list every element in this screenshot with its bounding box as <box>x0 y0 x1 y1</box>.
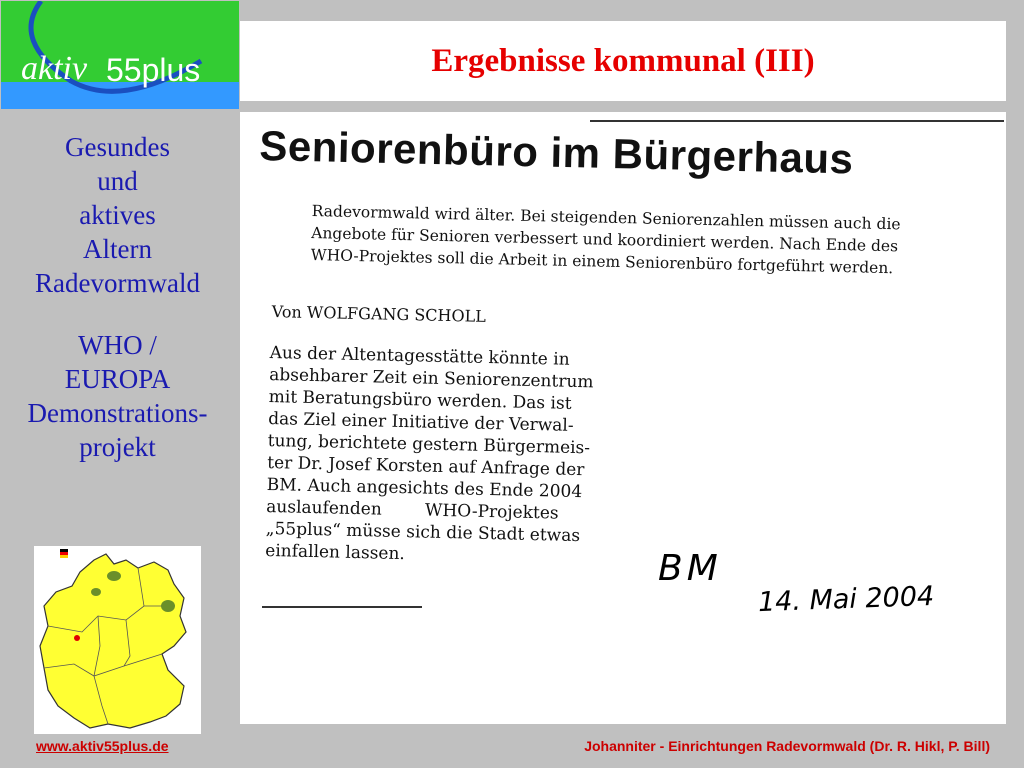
body-line: absehbarer Zeit ein Seniorenzentrum <box>269 364 594 393</box>
radevormwald-marker <box>74 635 80 641</box>
sidebar-line: und <box>97 166 138 196</box>
page-title: Ergebnisse kommunal (III) <box>431 43 815 79</box>
flag-stripe-red <box>60 552 68 555</box>
city-state-hamburg <box>107 571 121 581</box>
logo-graphic <box>1 1 239 109</box>
sidebar-gap <box>0 300 235 328</box>
sidebar-line: Radevormwald <box>35 268 200 298</box>
clipping-top-rule <box>590 120 1004 122</box>
lead-line: WHO-Projektes soll die Arbeit in einem Seniorenbüro fortgeführt werden. <box>310 245 894 278</box>
clipping-bottom-rule <box>262 606 422 608</box>
handwritten-source: BM <box>658 548 722 589</box>
article-body <box>265 342 642 570</box>
website-link[interactable]: www.aktiv55plus.de <box>36 738 169 754</box>
body-line: auslaufenden WHO-Projektes <box>266 496 559 524</box>
logo-text-aktiv: aktiv <box>21 50 88 87</box>
body-line: das Ziel einer Initiative der Verwal- <box>268 408 574 436</box>
flag-stripe-black <box>60 549 68 552</box>
sidebar <box>0 130 235 464</box>
sidebar-line: EUROPA <box>64 364 171 394</box>
sidebar-line: Altern <box>83 234 152 264</box>
title-box <box>240 21 1006 101</box>
body-line: Aus der Altentagesstätte könnte in <box>269 342 570 370</box>
sidebar-line: projekt <box>79 432 156 462</box>
article-byline: Von WOLFGANG SCHOLL <box>271 302 487 326</box>
handwritten-date: 14. Mai 2004 <box>757 580 935 619</box>
body-line: „55plus“ müsse sich die Stadt etwas <box>265 518 581 547</box>
aktiv55plus-logo <box>1 1 239 109</box>
sidebar-line: Demonstrations- <box>27 398 208 428</box>
body-line: einfallen lassen. <box>265 540 406 565</box>
footer-credit: Johanniter - Einrichtungen Radevormwald (Dr. R. Hikl, P. Bill) <box>584 738 990 754</box>
newspaper-clipping <box>240 112 1006 724</box>
article-lead <box>311 200 952 281</box>
article-headline: Seniorenbüro im Bürgerhaus <box>258 122 854 183</box>
germany-map <box>34 546 201 734</box>
logo-text-55plus: 55plus <box>106 52 201 88</box>
body-line: tung, berichtete gestern Bürgermeis- <box>267 430 591 459</box>
lead-line: Angebote für Senioren verbessert und koordiniert werden. Nach Ende des <box>311 223 899 256</box>
city-state-bremen <box>91 588 101 596</box>
sidebar-line: aktives <box>79 200 156 230</box>
sidebar-line: Gesundes <box>65 132 170 162</box>
flag-stripe-gold <box>60 555 68 558</box>
lead-line: Radevormwald wird älter. Bei steigenden Seniorenzahlen müssen auch die <box>311 201 901 234</box>
body-line: BM. Auch angesichts des Ende 2004 <box>266 474 583 503</box>
body-line: ter Dr. Josef Korsten auf Anfrage der <box>267 452 585 481</box>
sidebar-line: WHO / <box>78 330 157 360</box>
germany-map-graphic <box>34 546 201 734</box>
body-line: mit Beratungsbüro werden. Das ist <box>268 386 572 414</box>
city-state-berlin <box>161 600 175 612</box>
